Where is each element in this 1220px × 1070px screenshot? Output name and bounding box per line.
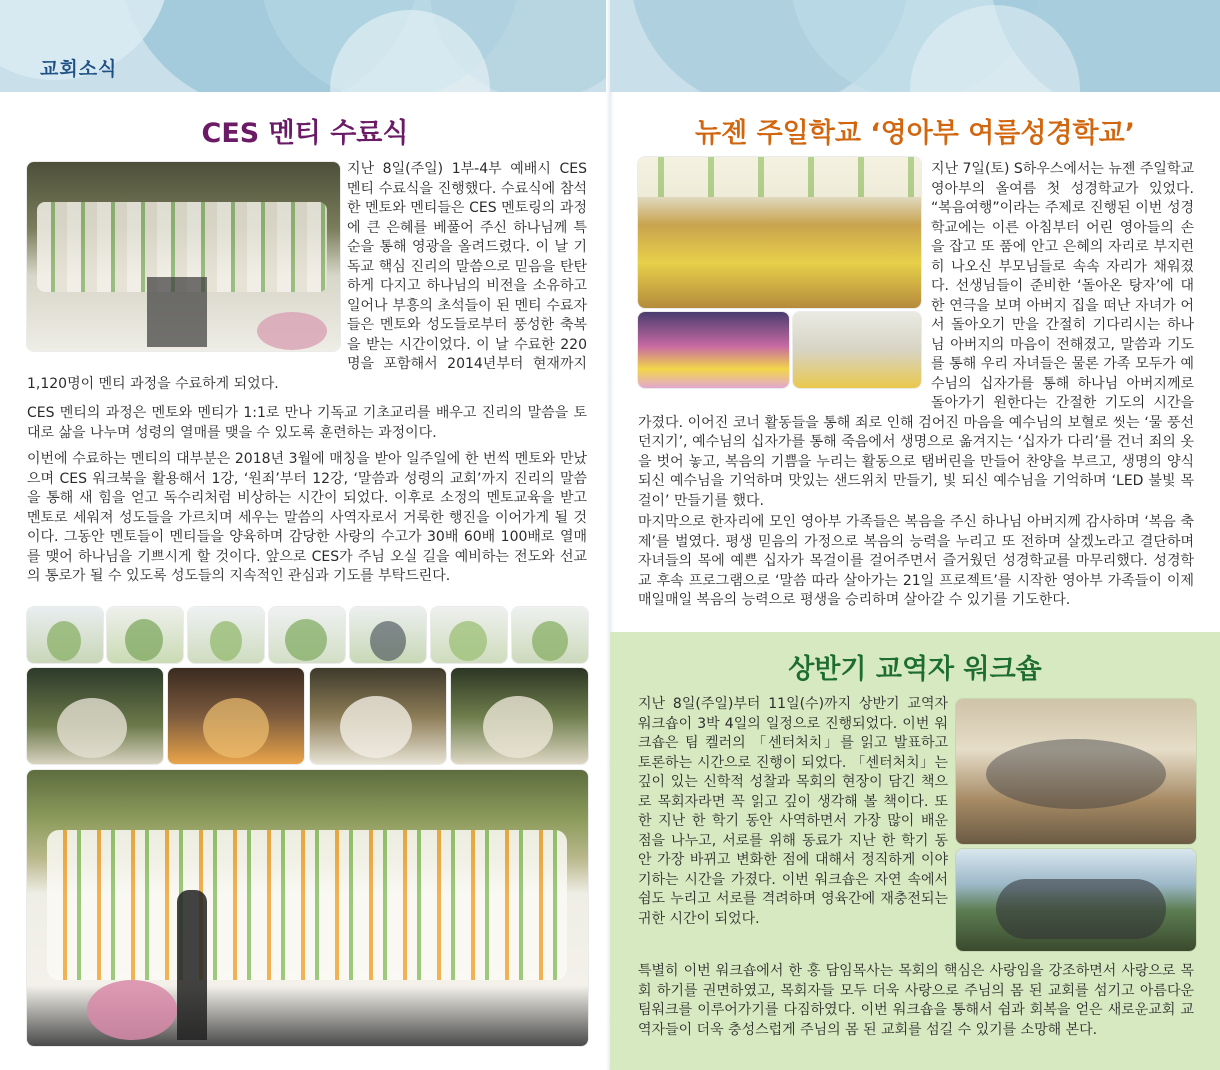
ces-choir-large-photo xyxy=(27,770,588,1046)
ces-photo-small-3 xyxy=(188,607,264,663)
ces-article-title: CES 멘티 수료식 xyxy=(201,118,409,149)
ces-photo-small-7 xyxy=(512,607,588,663)
ces-photo-small-4 xyxy=(269,607,345,663)
vbs-article-title: 뉴젠 주일학교 ‘영아부 여름성경학교’ xyxy=(695,118,1135,149)
ces-photo-small-2 xyxy=(107,607,183,663)
workshop-paragraph-1-text: 지난 8일(주일)부터 11일(수)까지 상반기 교역자 워크숍이 3박 4일의 일정으로 진행되었다. 이번 워크숍은 팀 켈러의 「센터처치」를 읽고 발표하고 토론하는 시간으로 진행이 되었다. 「센터처치」는 깊이 있는 신학적 성찰과 목회의 현장이 담긴 책으로 목회자라면 꼭 읽고 깊이 생각해 볼 책이다. 또한 지난 한 학기 동안 사역하면서 가장 많이 배운 점을 나누고, 서로를 위해 동료가 지난 한 학기 동안 가장 바뀌고 변화한 점에 대해서 정직하게 이야기하는 시간을 가졌다. 이번 워크숍은 자연 속에서 쉼도 누리고 서로를 격려하며 영육간에 재충전되는 귀한 시간이 되었다. xyxy=(638,696,948,927)
ces-paragraph-1 xyxy=(27,160,587,394)
photo-wrap-spacer xyxy=(27,160,347,372)
header-banner-right xyxy=(610,0,1220,92)
photo-wrap-spacer xyxy=(638,160,931,398)
ces-paragraph-2: CES 멘티의 과정은 멘토와 멘티가 1:1로 만나 기독교 기초교리를 배우고 진리의 말씀을 토대로 삶을 나누며 성령의 열매를 맺을 수 있도록 훈련하는 과정이다. xyxy=(27,405,587,441)
ces-paragraph-1-text: 지난 8일(주일) 1부-4부 예배시 CES 멘티 수료식을 진행했다. 수료식에 참석한 멘토와 멘티들은 CES 멘토링의 과정에 큰 은혜를 베풀어 주신 하나님께 특순을 통해 영광을 올려드렸다. 이 날 기독교 핵심 진리의 말씀으로 믿음을 탄탄하게 다지고 하나님의 비전을 소유하고 일어나 부흥의 초석들이 된 멘티 수료자들은 멘토와 성도들로부터 풍성한 축복을 받는 시간이었다. 이 날 수료한 220명을 포함해서 2014년부터 현재까지 1,120명이 멘티 과정을 수료하게 되었다. xyxy=(27,161,587,392)
ces-photo-medium-3 xyxy=(310,668,446,764)
right-page xyxy=(610,0,1220,1070)
ces-photo-medium-1 xyxy=(27,668,163,764)
section-tag: 교회소식 xyxy=(40,58,118,80)
ces-photo-small-5 xyxy=(350,607,426,663)
workshop-paragraph-1 xyxy=(638,695,1194,953)
ces-photo-small-6 xyxy=(431,607,507,663)
ces-photo-medium-2 xyxy=(168,668,304,764)
photo-wrap-spacer xyxy=(948,695,1194,953)
workshop-paragraph-2: 특별히 이번 워크숍에서 한 홍 담임목사는 목회의 핵심은 사랑임을 강조하면서 사랑으로 목회 하기를 권면하였고, 목회자들 모두 더욱 사랑으로 주님의 몸 된 교회를 섬기고 아름다운 팀워크를 이루어가기를 다짐하였다. 이번 워크숍을 통해서 쉼과 회복을 얻은 새로운교회 교역자들이 더욱 충성스럽게 주님의 몸 된 교회를 섬길 수 있기를 소망해 본다. xyxy=(638,963,1194,1038)
ces-photo-medium-4 xyxy=(451,668,588,764)
vbs-paragraph-1 xyxy=(638,160,1194,511)
vbs-paragraph-2: 마지막으로 한자리에 모인 영아부 가족들은 복음을 주신 하나님 아버지께 감사하며 ‘복음 축제’를 벌였다. 평생 믿음의 가정으로 복음의 능력을 누리고 또 전하며 살겠노라고 결단하며 자녀들의 목에 예쁜 십자가 목걸이를 걸어주면서 즐거웠던 성경학교를 마무리했다. 성경학교 후속 프로그램으로 ‘말씀 따라 살아가는 21일 프로젝트’를 시작한 영아부 가족들이 이제 매일매일 복음의 능력으로 평생을 승리하며 살아갈 수 있기를 기도한다. xyxy=(638,514,1194,608)
workshop-title: 상반기 교역자 워크숍 xyxy=(788,654,1042,685)
ces-photo-small-1 xyxy=(27,607,103,663)
ces-paragraph-3: 이번에 수료하는 멘티의 대부분은 2018년 3월에 매칭을 받아 일주일에 한 번씩 멘토와 만났으며 CES 워크북을 활용해서 1강, ‘원죄’부터 12강, ‘말씀과 성령의 교회’까지 진리의 말씀을 통해 새 힘을 얻고 독수리처럼 비상하는 시간이 되었다. 이후로 소정의 멘토교육을 받고 멘토로 세워져 성도들을 가르치며 세우는 말씀의 사역자로서 거룩한 행진을 이어가게 될 것이다. 그동안 멘토들이 멘티들을 양육하며 감당한 사랑의 수고가 30배 60배 100배로 열매를 맺어 하나님을 기쁘시게 할 것이다. 앞으로 CES가 주님 오실 길을 예비하는 전도와 선교의 통로가 될 수 있도록 성도들의 지속적인 관심과 기도를 부탁드린다. xyxy=(27,451,587,584)
vbs-paragraph-1-text: 지난 7일(토) S하우스에서는 뉴젠 주일학교 영아부의 올여름 첫 성경학교가 있었다. “복음여행”이라는 주제로 진행된 이번 성경학교에는 이른 아침부터 어린 영아들의 손을 잡고 또 품에 안고 은혜의 자리로 부지런히 나오신 부모님들로 속속 자리가 채워졌다. 선생님들이 준비한 ‘돌아온 탕자’에 대한 연극을 보며 아버지 집을 떠난 자녀가 어서 돌아오기 만을 간절히 기다리시는 하나님 아버지의 마음이 전해졌고, 말씀과 기도를 통해 우리 자녀들은 물론 가족 모두가 예수님의 십자가를 통해 하나님 아버지께로 돌아가기 원한다는 간절한 기도의 시간을 가졌다. 이어진 코너 활동들을 통해 죄로 인해 검어진 마음을 예수님의 보혈로 씻는 ‘물 풍선 던지기’, 예수님의 십자가를 통해 죽음에서 생명으로 옮겨지는 ‘십자가 다리’를 건너 죄의 옷을 벗어 놓고, 복음의 기쁨을 누리는 활동으로 탬버린을 만들어 찬양을 부르고, 생명의 양식되신 예수님을 기억하며 맛있는 샌드위치 만들기, 빛 되신 예수님을 기억하며 ‘LED 불빛 목걸이’ 만들기를 했다. xyxy=(638,161,1194,509)
